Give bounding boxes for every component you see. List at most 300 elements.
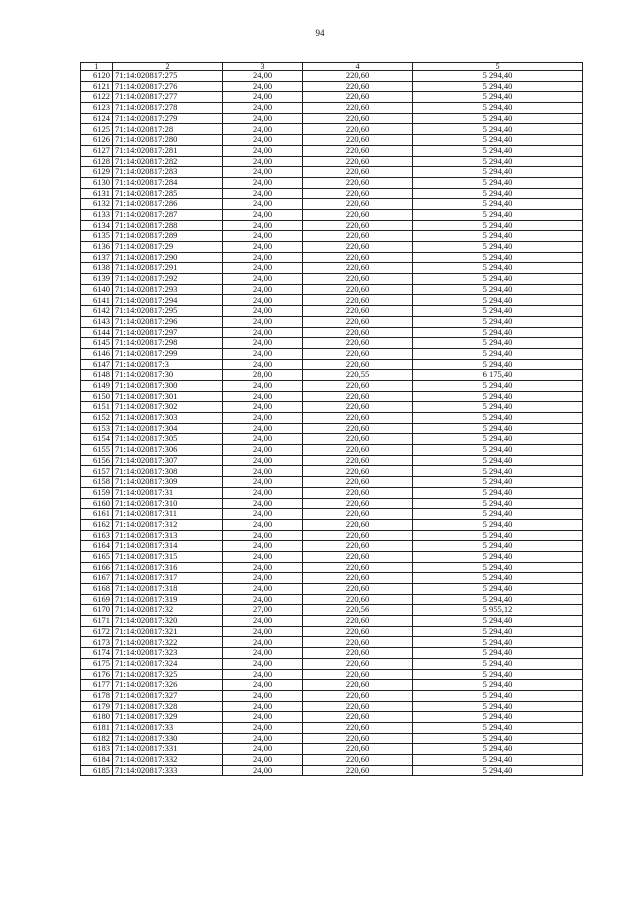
amount-cell: 5 294,40 xyxy=(413,177,583,188)
area-cell: 24,00 xyxy=(223,391,303,402)
area-cell: 24,00 xyxy=(223,466,303,477)
row-number-cell: 6132 xyxy=(81,199,113,210)
table-row xyxy=(81,274,583,285)
area-cell: 24,00 xyxy=(223,177,303,188)
table-row xyxy=(81,648,583,659)
table-row xyxy=(81,733,583,744)
table-row xyxy=(81,616,583,627)
area-cell: 24,00 xyxy=(223,338,303,349)
cadastral-number-cell: 71:14:020817:289 xyxy=(113,231,223,242)
amount-cell: 5 294,40 xyxy=(413,722,583,733)
cadastral-number-cell: 71:14:020817:294 xyxy=(113,295,223,306)
row-number-cell: 6158 xyxy=(81,477,113,488)
rate-cell: 220,60 xyxy=(303,445,413,456)
cadastral-number-cell: 71:14:020817:277 xyxy=(113,92,223,103)
amount-cell: 5 294,40 xyxy=(413,167,583,178)
cadastral-number-cell: 71:14:020817:292 xyxy=(113,274,223,285)
rate-cell: 220,60 xyxy=(303,167,413,178)
table-row xyxy=(81,402,583,413)
rate-cell: 220,60 xyxy=(303,359,413,370)
rate-cell: 220,60 xyxy=(303,466,413,477)
amount-cell: 5 294,40 xyxy=(413,295,583,306)
rate-cell: 220,60 xyxy=(303,551,413,562)
table-row xyxy=(81,71,583,82)
table-row xyxy=(81,370,583,381)
table-row xyxy=(81,156,583,167)
amount-cell: 5 294,40 xyxy=(413,712,583,723)
area-cell: 24,00 xyxy=(223,573,303,584)
cadastral-number-cell: 71:14:020817:275 xyxy=(113,71,223,82)
rate-cell: 220,60 xyxy=(303,252,413,263)
row-number-cell: 6174 xyxy=(81,648,113,659)
table-body xyxy=(81,71,583,776)
amount-cell: 5 294,40 xyxy=(413,519,583,530)
table-row xyxy=(81,541,583,552)
row-number-cell: 6181 xyxy=(81,722,113,733)
amount-cell: 5 294,40 xyxy=(413,199,583,210)
rate-cell: 220,60 xyxy=(303,519,413,530)
amount-cell: 5 294,40 xyxy=(413,274,583,285)
area-cell: 24,00 xyxy=(223,648,303,659)
area-cell: 28,00 xyxy=(223,370,303,381)
table-row xyxy=(81,242,583,253)
table-row xyxy=(81,445,583,456)
cadastral-number-cell: 71:14:020817:305 xyxy=(113,434,223,445)
table-row xyxy=(81,177,583,188)
rate-cell: 220,60 xyxy=(303,391,413,402)
cadastral-number-cell: 71:14:020817:321 xyxy=(113,626,223,637)
area-cell: 24,00 xyxy=(223,295,303,306)
rate-cell: 220,60 xyxy=(303,423,413,434)
table-row xyxy=(81,295,583,306)
rate-cell: 220,60 xyxy=(303,156,413,167)
row-number-cell: 6168 xyxy=(81,584,113,595)
rate-cell: 220,60 xyxy=(303,541,413,552)
cadastral-number-cell: 71:14:020817:307 xyxy=(113,455,223,466)
cadastral-number-cell: 71:14:020817:295 xyxy=(113,306,223,317)
rate-cell: 220,60 xyxy=(303,306,413,317)
row-number-cell: 6166 xyxy=(81,562,113,573)
column-header: 4 xyxy=(303,63,413,71)
amount-cell: 5 294,40 xyxy=(413,263,583,274)
amount-cell: 5 294,40 xyxy=(413,252,583,263)
rate-cell: 220,60 xyxy=(303,177,413,188)
amount-cell: 5 294,40 xyxy=(413,209,583,220)
rate-cell: 220,60 xyxy=(303,199,413,210)
row-number-cell: 6138 xyxy=(81,263,113,274)
cadastral-number-cell: 71:14:020817:324 xyxy=(113,658,223,669)
amount-cell: 5 294,40 xyxy=(413,306,583,317)
amount-cell: 5 294,40 xyxy=(413,135,583,146)
amount-cell: 5 294,40 xyxy=(413,455,583,466)
area-cell: 24,00 xyxy=(223,284,303,295)
table-row xyxy=(81,92,583,103)
table-row xyxy=(81,380,583,391)
row-number-cell: 6164 xyxy=(81,541,113,552)
row-number-cell: 6135 xyxy=(81,231,113,242)
cadastral-number-cell: 71:14:020817:288 xyxy=(113,220,223,231)
amount-cell: 5 294,40 xyxy=(413,423,583,434)
rate-cell: 220,60 xyxy=(303,103,413,114)
row-number-cell: 6133 xyxy=(81,209,113,220)
rate-cell: 220,60 xyxy=(303,562,413,573)
area-cell: 24,00 xyxy=(223,744,303,755)
row-number-cell: 6147 xyxy=(81,359,113,370)
rate-cell: 220,60 xyxy=(303,530,413,541)
cadastral-number-cell: 71:14:020817:330 xyxy=(113,733,223,744)
table-row xyxy=(81,712,583,723)
row-number-cell: 6184 xyxy=(81,755,113,766)
row-number-cell: 6178 xyxy=(81,690,113,701)
table-row xyxy=(81,637,583,648)
rate-cell: 220,60 xyxy=(303,92,413,103)
amount-cell: 5 294,40 xyxy=(413,284,583,295)
row-number-cell: 6145 xyxy=(81,338,113,349)
rate-cell: 220,60 xyxy=(303,755,413,766)
area-cell: 24,00 xyxy=(223,434,303,445)
cadastral-number-cell: 71:14:020817:300 xyxy=(113,380,223,391)
area-cell: 24,00 xyxy=(223,274,303,285)
rate-cell: 220,60 xyxy=(303,434,413,445)
amount-cell: 5 294,40 xyxy=(413,434,583,445)
table-row xyxy=(81,199,583,210)
table-row xyxy=(81,594,583,605)
row-number-cell: 6136 xyxy=(81,242,113,253)
row-number-cell: 6129 xyxy=(81,167,113,178)
rate-cell: 220,60 xyxy=(303,135,413,146)
table-row xyxy=(81,722,583,733)
area-cell: 24,00 xyxy=(223,220,303,231)
rate-cell: 220,60 xyxy=(303,669,413,680)
amount-cell: 5 294,40 xyxy=(413,541,583,552)
cadastral-number-cell: 71:14:020817:282 xyxy=(113,156,223,167)
area-cell: 24,00 xyxy=(223,498,303,509)
amount-cell: 5 294,40 xyxy=(413,701,583,712)
area-cell: 24,00 xyxy=(223,594,303,605)
amount-cell: 5 294,40 xyxy=(413,551,583,562)
table-row xyxy=(81,348,583,359)
cadastral-number-cell: 71:14:020817:318 xyxy=(113,584,223,595)
amount-cell: 5 294,40 xyxy=(413,348,583,359)
rate-cell: 220,60 xyxy=(303,477,413,488)
cadastral-number-cell: 71:14:020817:276 xyxy=(113,81,223,92)
cadastral-number-cell: 71:14:020817:32 xyxy=(113,605,223,616)
row-number-cell: 6126 xyxy=(81,135,113,146)
rate-cell: 220,60 xyxy=(303,573,413,584)
area-cell: 24,00 xyxy=(223,167,303,178)
area-cell: 24,00 xyxy=(223,348,303,359)
row-number-cell: 6144 xyxy=(81,327,113,338)
amount-cell: 5 294,40 xyxy=(413,220,583,231)
row-number-cell: 6140 xyxy=(81,284,113,295)
row-number-cell: 6183 xyxy=(81,744,113,755)
row-number-cell: 6169 xyxy=(81,594,113,605)
cadastral-number-cell: 71:14:020817:306 xyxy=(113,445,223,456)
area-cell: 24,00 xyxy=(223,733,303,744)
row-number-cell: 6130 xyxy=(81,177,113,188)
amount-cell: 5 294,40 xyxy=(413,594,583,605)
area-cell: 24,00 xyxy=(223,188,303,199)
row-number-cell: 6120 xyxy=(81,71,113,82)
table-header-row xyxy=(81,63,583,71)
rate-cell: 220,60 xyxy=(303,231,413,242)
amount-cell: 5 294,40 xyxy=(413,413,583,424)
rate-cell: 220,60 xyxy=(303,765,413,776)
amount-cell: 5 294,40 xyxy=(413,327,583,338)
amount-cell: 5 294,40 xyxy=(413,562,583,573)
area-cell: 24,00 xyxy=(223,765,303,776)
rate-cell: 220,60 xyxy=(303,242,413,253)
cadastral-number-cell: 71:14:020817:33 xyxy=(113,722,223,733)
area-cell: 24,00 xyxy=(223,231,303,242)
column-header: 3 xyxy=(223,63,303,71)
rate-cell: 220,60 xyxy=(303,113,413,124)
row-number-cell: 6124 xyxy=(81,113,113,124)
rate-cell: 220,60 xyxy=(303,316,413,327)
page-number: 94 xyxy=(315,28,325,38)
row-number-cell: 6159 xyxy=(81,487,113,498)
row-number-cell: 6157 xyxy=(81,466,113,477)
amount-cell: 5 294,40 xyxy=(413,124,583,135)
row-number-cell: 6173 xyxy=(81,637,113,648)
rate-cell: 220,60 xyxy=(303,594,413,605)
rate-cell: 220,60 xyxy=(303,348,413,359)
cadastral-number-cell: 71:14:020817:296 xyxy=(113,316,223,327)
area-cell: 24,00 xyxy=(223,669,303,680)
table-row xyxy=(81,434,583,445)
rate-cell: 220,60 xyxy=(303,658,413,669)
cadastral-number-cell: 71:14:020817:303 xyxy=(113,413,223,424)
cadastral-number-cell: 71:14:020817:279 xyxy=(113,113,223,124)
table-row xyxy=(81,551,583,562)
rate-cell: 220,60 xyxy=(303,402,413,413)
table-row xyxy=(81,231,583,242)
amount-cell: 5 294,40 xyxy=(413,188,583,199)
cadastral-number-cell: 71:14:020817:278 xyxy=(113,103,223,114)
table-row xyxy=(81,573,583,584)
row-number-cell: 6148 xyxy=(81,370,113,381)
table-row xyxy=(81,209,583,220)
cadastral-number-cell: 71:14:020817:3 xyxy=(113,359,223,370)
amount-cell: 5 294,40 xyxy=(413,498,583,509)
table-row xyxy=(81,103,583,114)
rate-cell: 220,60 xyxy=(303,188,413,199)
area-cell: 24,00 xyxy=(223,445,303,456)
rate-cell: 220,60 xyxy=(303,733,413,744)
row-number-cell: 6141 xyxy=(81,295,113,306)
rate-cell: 220,60 xyxy=(303,145,413,156)
row-number-cell: 6160 xyxy=(81,498,113,509)
table-row xyxy=(81,584,583,595)
row-number-cell: 6182 xyxy=(81,733,113,744)
cadastral-number-cell: 71:14:020817:286 xyxy=(113,199,223,210)
table-row xyxy=(81,690,583,701)
row-number-cell: 6152 xyxy=(81,413,113,424)
amount-cell: 5 294,40 xyxy=(413,733,583,744)
area-cell: 24,00 xyxy=(223,413,303,424)
area-cell: 24,00 xyxy=(223,359,303,370)
table-row xyxy=(81,530,583,541)
rate-cell: 220,60 xyxy=(303,327,413,338)
cadastral-number-cell: 71:14:020817:301 xyxy=(113,391,223,402)
amount-cell: 5 294,40 xyxy=(413,744,583,755)
area-cell: 24,00 xyxy=(223,658,303,669)
rate-cell: 220,60 xyxy=(303,498,413,509)
rate-cell: 220,60 xyxy=(303,71,413,82)
rate-cell: 220,60 xyxy=(303,455,413,466)
row-number-cell: 6154 xyxy=(81,434,113,445)
cadastral-number-cell: 71:14:020817:29 xyxy=(113,242,223,253)
row-number-cell: 6176 xyxy=(81,669,113,680)
amount-cell: 5 294,40 xyxy=(413,616,583,627)
cadastral-number-cell: 71:14:020817:293 xyxy=(113,284,223,295)
area-cell: 24,00 xyxy=(223,402,303,413)
cadastral-number-cell: 71:14:020817:298 xyxy=(113,338,223,349)
cadastral-number-cell: 71:14:020817:328 xyxy=(113,701,223,712)
area-cell: 24,00 xyxy=(223,124,303,135)
row-number-cell: 6167 xyxy=(81,573,113,584)
amount-cell: 5 294,40 xyxy=(413,755,583,766)
amount-cell: 5 294,40 xyxy=(413,71,583,82)
area-cell: 24,00 xyxy=(223,92,303,103)
row-number-cell: 6165 xyxy=(81,551,113,562)
amount-cell: 5 294,40 xyxy=(413,391,583,402)
rate-cell: 220,60 xyxy=(303,274,413,285)
cadastral-number-cell: 71:14:020817:326 xyxy=(113,680,223,691)
column-header: 5 xyxy=(413,63,583,71)
table-row xyxy=(81,327,583,338)
amount-cell: 5 294,40 xyxy=(413,466,583,477)
table-row xyxy=(81,220,583,231)
amount-cell: 5 294,40 xyxy=(413,680,583,691)
cadastral-number-cell: 71:14:020817:319 xyxy=(113,594,223,605)
amount-cell: 5 294,40 xyxy=(413,626,583,637)
rate-cell: 220,60 xyxy=(303,648,413,659)
row-number-cell: 6125 xyxy=(81,124,113,135)
amount-cell: 6 175,40 xyxy=(413,370,583,381)
cadastral-number-cell: 71:14:020817:317 xyxy=(113,573,223,584)
table-row xyxy=(81,188,583,199)
area-cell: 24,00 xyxy=(223,71,303,82)
cadastral-number-cell: 71:14:020817:315 xyxy=(113,551,223,562)
table-row xyxy=(81,316,583,327)
cadastral-number-cell: 71:14:020817:297 xyxy=(113,327,223,338)
table-row xyxy=(81,509,583,520)
area-cell: 24,00 xyxy=(223,519,303,530)
amount-cell: 5 294,40 xyxy=(413,113,583,124)
amount-cell: 5 294,40 xyxy=(413,92,583,103)
area-cell: 24,00 xyxy=(223,199,303,210)
amount-cell: 5 294,40 xyxy=(413,648,583,659)
cadastral-number-cell: 71:14:020817:314 xyxy=(113,541,223,552)
area-cell: 24,00 xyxy=(223,626,303,637)
area-cell: 24,00 xyxy=(223,530,303,541)
table-row xyxy=(81,306,583,317)
row-number-cell: 6143 xyxy=(81,316,113,327)
row-number-cell: 6175 xyxy=(81,658,113,669)
rate-cell: 220,60 xyxy=(303,701,413,712)
area-cell: 24,00 xyxy=(223,690,303,701)
cadastral-number-cell: 71:14:020817:308 xyxy=(113,466,223,477)
amount-cell: 5 294,40 xyxy=(413,477,583,488)
rate-cell: 220,60 xyxy=(303,722,413,733)
cadastral-number-cell: 71:14:020817:313 xyxy=(113,530,223,541)
rate-cell: 220,60 xyxy=(303,584,413,595)
amount-cell: 5 955,12 xyxy=(413,605,583,616)
rate-cell: 220,60 xyxy=(303,209,413,220)
area-cell: 24,00 xyxy=(223,541,303,552)
amount-cell: 5 294,40 xyxy=(413,487,583,498)
cadastral-number-cell: 71:14:020817:316 xyxy=(113,562,223,573)
rate-cell: 220,60 xyxy=(303,338,413,349)
cadastral-number-cell: 71:14:020817:287 xyxy=(113,209,223,220)
area-cell: 24,00 xyxy=(223,616,303,627)
area-cell: 24,00 xyxy=(223,145,303,156)
rate-cell: 220,60 xyxy=(303,380,413,391)
row-number-cell: 6122 xyxy=(81,92,113,103)
table-row xyxy=(81,466,583,477)
cadastral-number-cell: 71:14:020817:325 xyxy=(113,669,223,680)
amount-cell: 5 294,40 xyxy=(413,573,583,584)
cadastral-number-cell: 71:14:020817:320 xyxy=(113,616,223,627)
row-number-cell: 6139 xyxy=(81,274,113,285)
cadastral-number-cell: 71:14:020817:332 xyxy=(113,755,223,766)
table-row xyxy=(81,669,583,680)
cadastral-number-cell: 71:14:020817:291 xyxy=(113,263,223,274)
area-cell: 24,00 xyxy=(223,680,303,691)
row-number-cell: 6127 xyxy=(81,145,113,156)
table-row xyxy=(81,658,583,669)
row-number-cell: 6128 xyxy=(81,156,113,167)
table-row xyxy=(81,124,583,135)
cadastral-table xyxy=(80,62,583,776)
column-header: 2 xyxy=(113,63,223,71)
amount-cell: 5 294,40 xyxy=(413,637,583,648)
amount-cell: 5 294,40 xyxy=(413,145,583,156)
table-row xyxy=(81,498,583,509)
cadastral-number-cell: 71:14:020817:302 xyxy=(113,402,223,413)
cadastral-number-cell: 71:14:020817:284 xyxy=(113,177,223,188)
row-number-cell: 6142 xyxy=(81,306,113,317)
row-number-cell: 6123 xyxy=(81,103,113,114)
cadastral-number-cell: 71:14:020817:30 xyxy=(113,370,223,381)
table-row xyxy=(81,680,583,691)
area-cell: 24,00 xyxy=(223,327,303,338)
rate-cell: 220,60 xyxy=(303,220,413,231)
area-cell: 24,00 xyxy=(223,712,303,723)
amount-cell: 5 294,40 xyxy=(413,103,583,114)
cadastral-number-cell: 71:14:020817:333 xyxy=(113,765,223,776)
rate-cell: 220,60 xyxy=(303,744,413,755)
table-row xyxy=(81,562,583,573)
area-cell: 24,00 xyxy=(223,637,303,648)
table-row xyxy=(81,701,583,712)
table-row xyxy=(81,391,583,402)
area-cell: 24,00 xyxy=(223,209,303,220)
row-number-cell: 6131 xyxy=(81,188,113,199)
rate-cell: 220,56 xyxy=(303,605,413,616)
cadastral-number-cell: 71:14:020817:285 xyxy=(113,188,223,199)
table-row xyxy=(81,413,583,424)
cadastral-number-cell: 71:14:020817:310 xyxy=(113,498,223,509)
row-number-cell: 6153 xyxy=(81,423,113,434)
table-row xyxy=(81,113,583,124)
rate-cell: 220,60 xyxy=(303,295,413,306)
amount-cell: 5 294,40 xyxy=(413,690,583,701)
amount-cell: 5 294,40 xyxy=(413,402,583,413)
row-number-cell: 6172 xyxy=(81,626,113,637)
cadastral-number-cell: 71:14:020817:28 xyxy=(113,124,223,135)
